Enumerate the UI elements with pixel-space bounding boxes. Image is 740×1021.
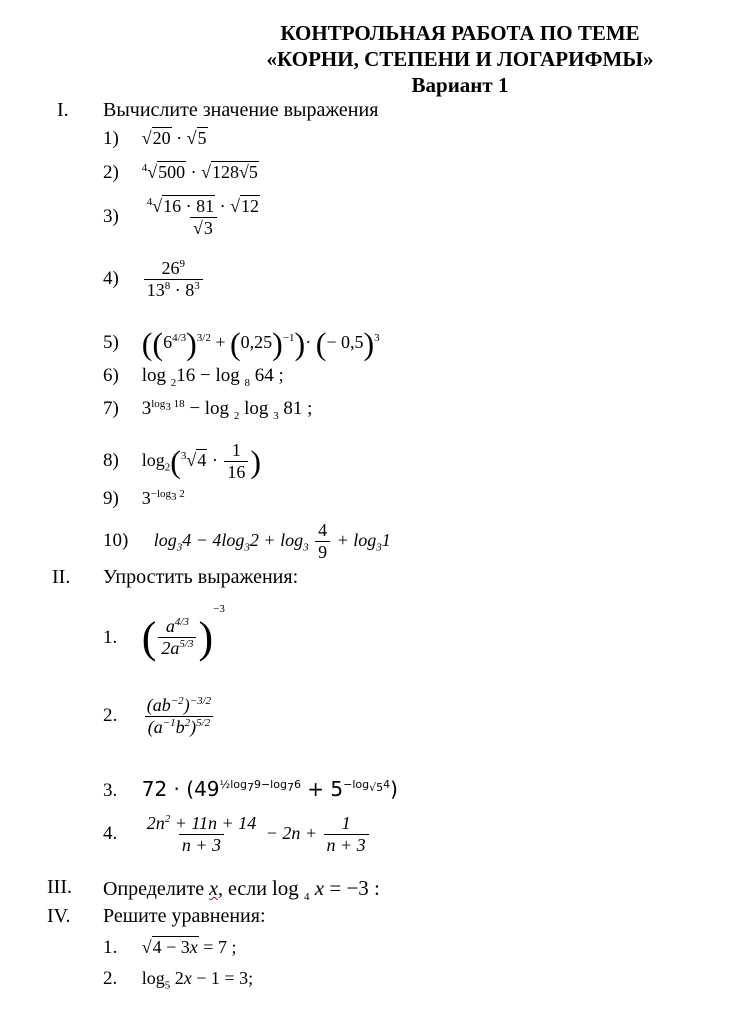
math-expression: $72 \cdot (49^{\frac{1}{2}log_79-log_76} + 5^{-log_{√5}4})$ [141,777,398,801]
section-number-2: II. [52,566,71,588]
math-expression: $\frac{2n^2 + 11n + 14}{n + 3}$ − 2n + $\frac{1}{n + 3}$ [142,823,371,843]
exercise-4-2 [103,968,253,992]
section-number-4: IV. [47,905,71,927]
exercise-number: 4. [103,822,118,844]
exercise-number: 5) [103,331,119,353]
math-fraction: $\frac{26^9}{13^8 \cdot 8^3}$ [144,258,203,301]
exercise-number: 2) [103,162,119,183]
math-expression: ( $\frac{a^{4/3}}{2a^{5/3}}$ )$^{-3}$ [141,603,225,662]
math-fraction: $\frac{(ab^{-2})^{-3/2}}{(a^{-1}b^2)^{5/2}}$ [144,695,214,738]
math-expression: log $_4$ x = −3 : [271,876,380,904]
exercise-number: 1. [103,626,118,648]
exercise-1-1 [103,128,208,150]
section-number-3: III. [47,876,72,898]
exercise-number: 9) [103,488,119,509]
exercise-number: 4) [103,267,119,289]
exercise-2-2 [103,695,216,738]
variant-label: Вариант 1 [411,73,509,97]
exercise-1-3 [103,196,265,239]
condition-text: , если [218,878,267,900]
math-expression: $\log_34 - 4\log_32 + \log_3$ $\frac{4}{9}$ + $\log_31$ [153,520,391,562]
exercise-number: 6) [103,365,119,386]
worksheet-title-line-2: «КОРНИ, СТЕПЕНИ И ЛОГАРИФМЫ» [266,47,654,71]
exercise-number: 1) [103,128,119,149]
exercise-1-2 [103,162,259,184]
section-title-4: Решите уравнения: [103,905,266,927]
exercise-1-7 [103,398,312,422]
section-title-2: Упростить выражения: [103,566,299,588]
exercise-number: 2. [103,968,118,989]
exercise-number: 3. [103,780,118,801]
exercise-number: 1. [103,937,118,958]
exercise-number: 8) [103,449,119,471]
exercise-2-3 [103,777,398,802]
exercise-2-1 [103,603,225,662]
exercise-1-9 [103,488,185,510]
worksheet-title-line-1: КОНТРОЛЬНАЯ РАБОТА ПО ТЕМЕ [280,21,640,45]
section-3-statement [103,876,380,903]
math-expression: $((6^{4/3})^{3/2} + (0,25)^{-1})\cdot$ (− 0,5)$^3$ [141,325,380,361]
exercise-2-4 [103,813,371,856]
exercise-1-8 [103,440,261,483]
section-number-1: I. [57,99,69,121]
math-expression: √4 − 3x = 7 ; [141,937,237,957]
exercise-1-6 [103,365,284,389]
exercise-1-10 [103,520,391,563]
math-expression: $3^{log_3 18} - \log _2$ log $_3$ 81 ; [141,398,313,423]
exercise-number: 3) [103,205,119,227]
math-expression: √20 · √5 [141,128,207,148]
math-expression: log $_2$16 − log $_8$ 64 ; [141,365,284,389]
exercise-1-4 [103,258,205,301]
math-expression: $3^{-log_3 2}$ [141,488,185,508]
unknown-variable: x [209,878,219,900]
math-expression: $\log_2(^3√4$ · $\frac{1}{16}$ ) [141,440,261,482]
math-fraction: $\frac{^4√16 \cdot 81 \cdot √12}{√3}$ [146,196,260,238]
exercise-1-5 [103,325,380,362]
exercise-number: 10) [103,529,129,551]
section-title-1: Вычислите значение выражения [103,99,379,121]
section-title-3: Определите [103,878,205,900]
exercise-4-1 [103,937,236,959]
exercise-number: 7) [103,398,119,420]
exercise-number: 2. [103,704,118,726]
math-expression: $^4$√500 · √128√5 [141,162,258,182]
math-expression: $\log_5 2x - 1 = 3$; [141,968,254,992]
